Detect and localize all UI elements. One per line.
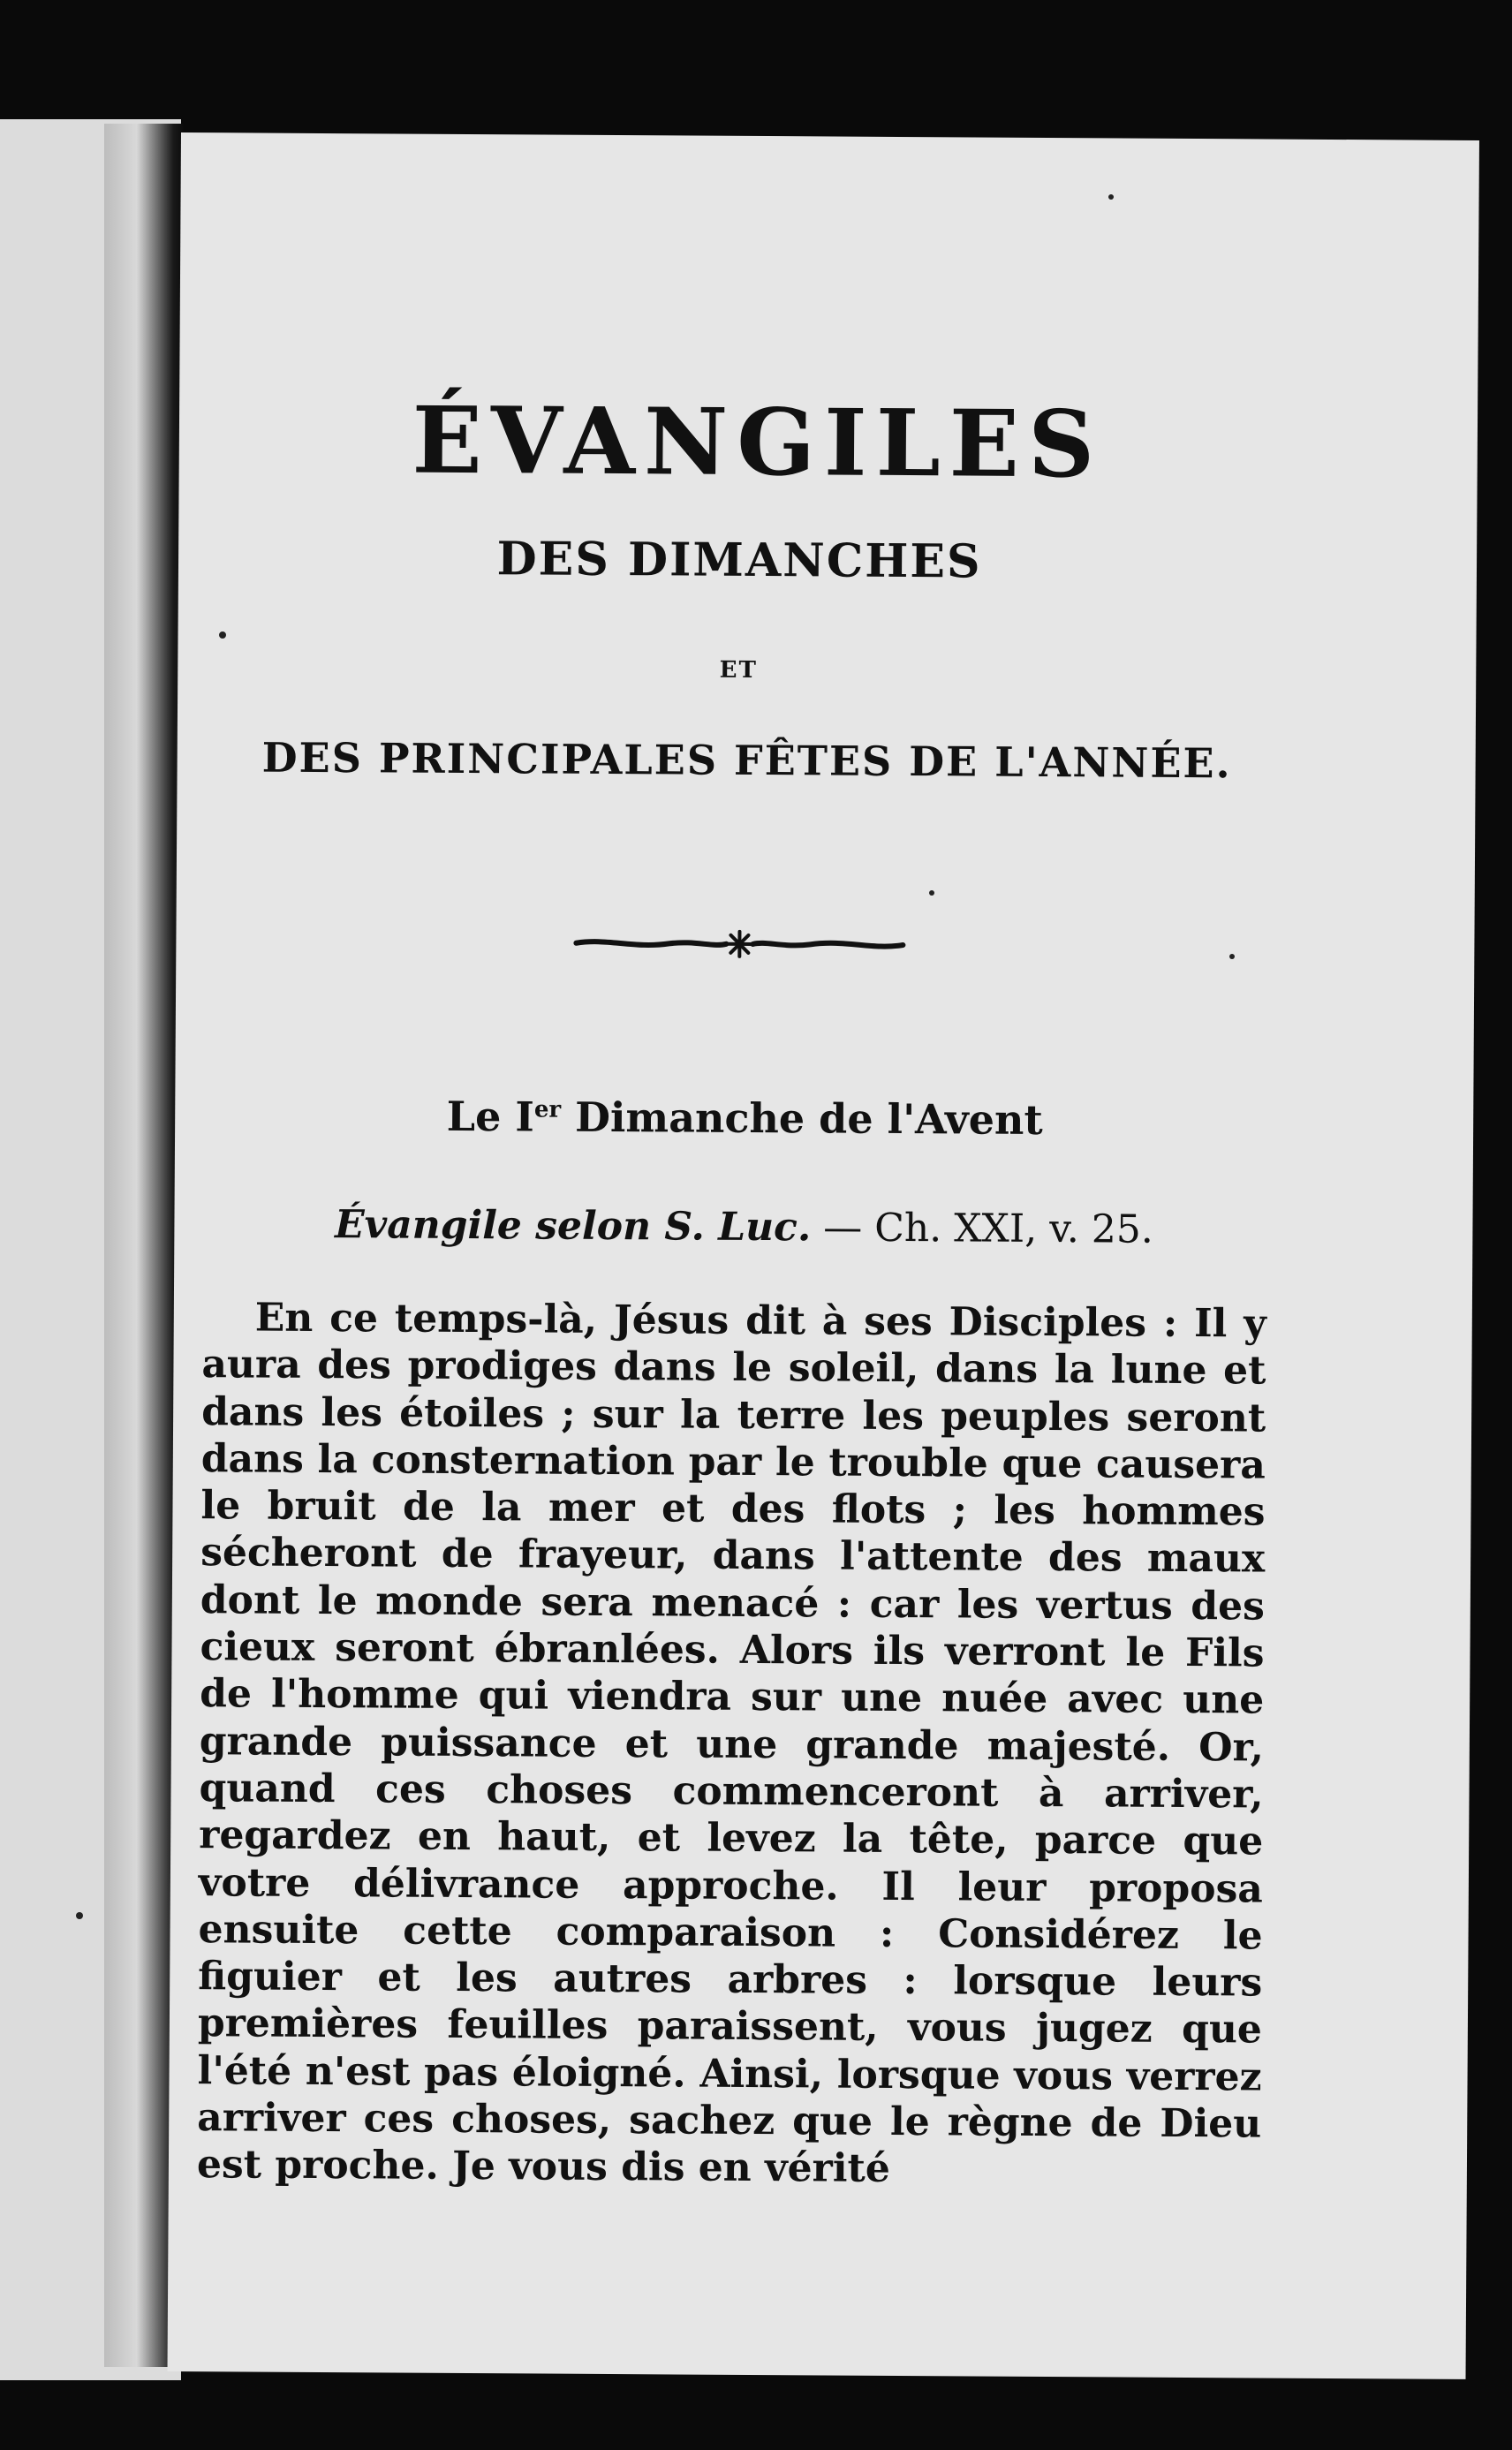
star-ornament-icon [571,926,907,963]
section-heading [95,1090,1394,1146]
heading-rest: Dimanche de l'Avent [560,1093,1043,1144]
gospel-text: En ce temps-là, Jésus dit à ses Disciples : Il y aura des prodiges dans le soleil, dans la lune et dans les étoiles ; sur la terre les peuples seront dans la consternation par le trouble que causera le bruit de la mer et des flots ; les hommes sécheront de frayeur, dans l'attente des maux dont le monde sera menacé : car les vertus des cieux seront ébranlées. Alors ils verront le Fils de l'homme qui viendra sur une nuée avec une grande puissance et une grande majesté. Or, quand ces choses commenceront à arriver, regardez en haut, et levez la tête, parce que votre délivrance approche. Il leur proposa ensuite cette comparaison : Considérez le figuier et les autres arbres : lorsque leurs premières feuilles paraissent, vous jugez que l'été n'est pas éloigné. Ainsi, lorsque vous verrez arriver ces choses, sachez que le règne de Dieu est proche. Je vous dis en vérité [196,1295,1266,2192]
heading-superscript: er [533,1096,562,1123]
book-title: ÉVANGILES [412,385,1104,499]
gospel-source [94,1200,1393,1253]
scan-speck [76,1912,83,1919]
book-subtitle: DES DIMANCHES [496,532,982,589]
subtitle-conjunction: ET [719,656,758,684]
heading-prefix: Le I [446,1092,535,1141]
book-subtitle-second: DES PRINCIPALES FÊTES DE L'ANNÉE. [261,733,1232,788]
book-page [168,132,1479,2379]
scan-speck [1108,194,1114,200]
scan-speck [1229,954,1235,959]
source-reference: — Ch. XXI, v. 25. [811,1205,1153,1252]
source-gospel: Évangile selon S. Luc. [334,1202,812,1251]
scan-speck [929,890,934,896]
page-content [168,132,1479,2379]
scan-speck [219,631,226,639]
